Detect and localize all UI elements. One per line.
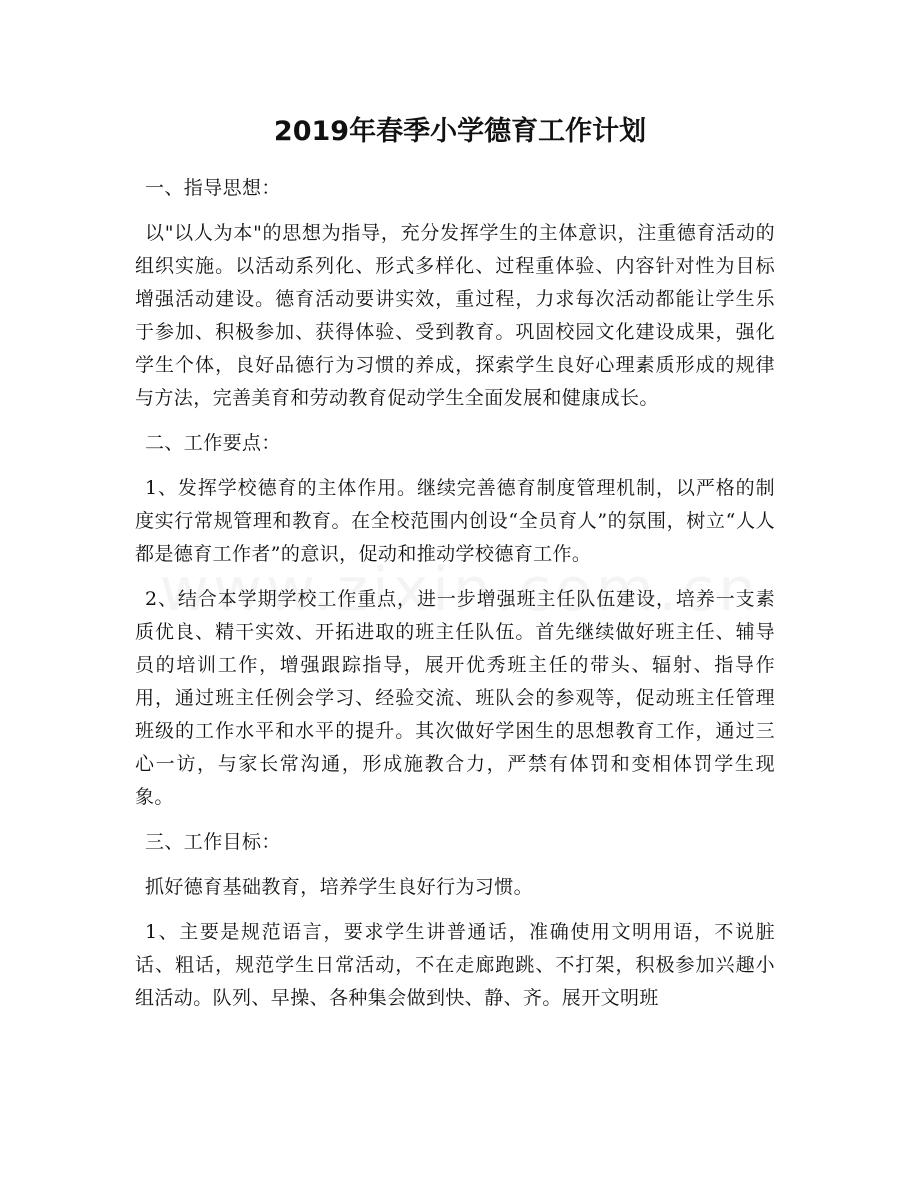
- document-body: [135, 172, 775, 1027]
- paragraph-goal-1: 1、主要是规范语言，要求学生讲普通话，准确使用文明用语，不说脏话、粗话，规范学生日常活动，不在走廊跑跳、不打架，积极参加兴趣小组活动。队列、早操、各种集会做到快、静、齐。展开文明班: [135, 921, 775, 1009]
- heading-guiding-thought: 一、指导思想：: [145, 177, 281, 199]
- page-title: 2019年春季小学德育工作计划: [273, 116, 647, 147]
- heading-work-points: 二、工作要点：: [145, 432, 281, 454]
- heading-work-goals: 三、工作目标：: [145, 831, 281, 853]
- paragraph-goal-intro: 抓好德育基础教育，培养学生良好行为习惯。: [145, 876, 534, 898]
- paragraph-guiding-thought: 以"以人为本"的思想为指导，充分发挥学生的主体意识，注重德育活动的组织实施。以活动系列化、形式多样化、过程重体验、内容针对性为目标增强活动建设。德育活动要讲实效，重过程，力求每次活动都能让学生乐于参加、积极参加、获得体验、受到教育。巩固校园文化建设成果，强化学生个体，良好品德行为习惯的养成，探索学生良好心理素质形成的规律与方法，完善美育和劳动教育促动学生全面发展和健康成长。: [135, 222, 775, 409]
- paragraph-work-point-1: 1、发挥学校德育的主体作用。继续完善德育制度管理机制，以严格的制度实行常规管理和教育。在全校范围内创设“全员育人”的氛围，树立“人人都是德育工作者”的意识，促动和推动学校德育工作。: [135, 477, 775, 565]
- paragraph-work-point-2: 2、结合本学期学校工作重点，进一步增强班主任队伍建设，培养一支素质优良、精干实效、开拓进取的班主任队伍。首先继续做好班主任、辅导员的培训工作，增强跟踪指导，展开优秀班主任的带头、辐射、指导作用，通过班主任例会学习、经验交流、班队会的参观等，促动班主任管理班级的工作水平和水平的提升。其次做好学困生的思想教育工作，通过三心一访，与家长常沟通，形成施教合力，严禁有体罚和变相体罚学生现象。: [135, 588, 775, 808]
